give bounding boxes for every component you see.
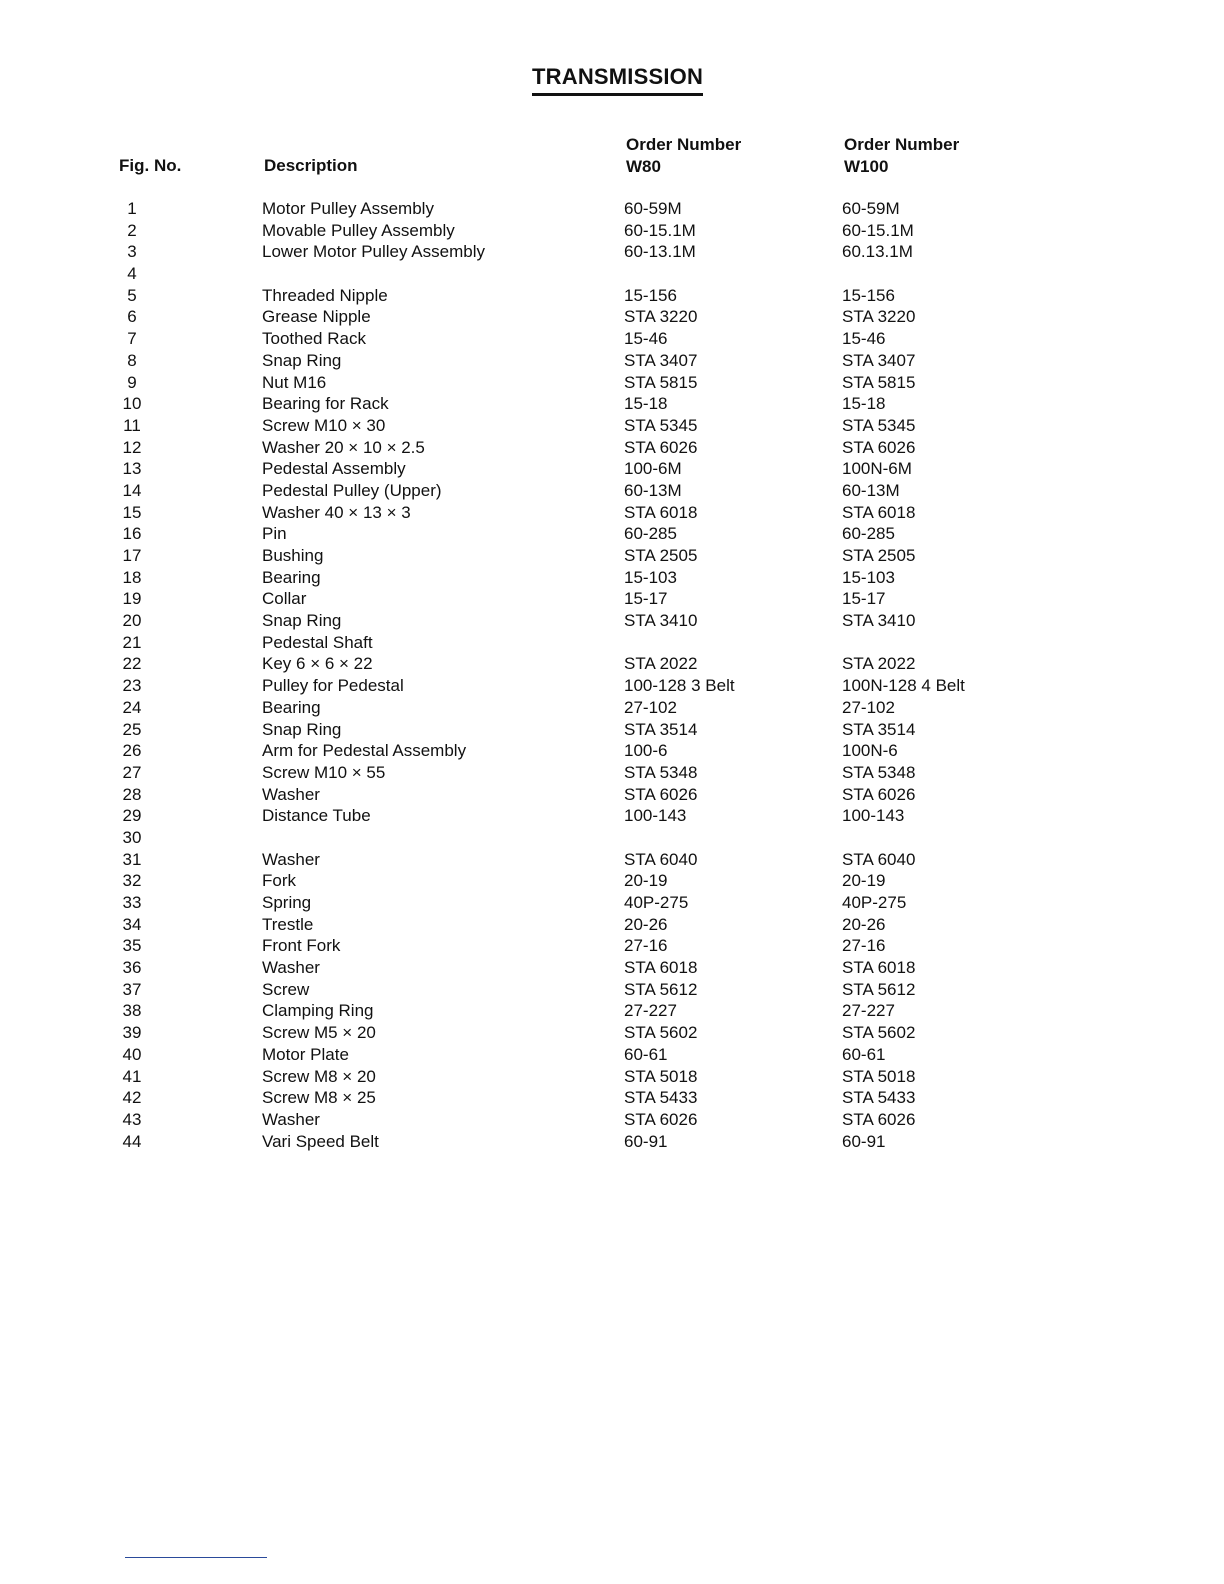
w80-order-cell: 60-59M: [624, 199, 682, 218]
description-cell: Washer: [262, 849, 320, 869]
description-cell: Washer: [262, 958, 320, 978]
w80-order-cell: STA 5018: [624, 1066, 698, 1086]
parts-table: [0, 198, 1224, 1152]
fig-no-cell: 43: [122, 1109, 142, 1129]
w100-order-cell: STA 3514: [842, 719, 916, 739]
description-cell: Nut M16: [262, 372, 327, 392]
w80-order-cell: 100-128 3 Belt: [624, 676, 735, 696]
table-row: [0, 1022, 1224, 1044]
table-row: [0, 870, 1224, 892]
fig-no-cell: 42: [122, 1088, 142, 1108]
w80-order-cell: 40P-275: [624, 893, 689, 912]
header-fig-no: Fig. No.: [119, 156, 182, 175]
w80-order-cell: 100-143: [624, 806, 687, 826]
w100-order-cell: 40P-275: [842, 893, 907, 912]
fig-no-cell: 16: [122, 524, 142, 544]
fig-no-cell: 30: [122, 827, 142, 847]
w80-order-cell: STA 6026: [624, 784, 698, 804]
w80-order-cell: STA 6026: [624, 437, 698, 457]
description-cell: Screw M8 × 25: [262, 1088, 376, 1108]
w100-order-cell: 100-143: [842, 806, 905, 826]
w100-order-cell: 15-156: [842, 285, 895, 305]
fig-no-cell: 33: [122, 893, 142, 912]
table-row: [0, 588, 1224, 610]
fig-no-cell: 39: [122, 1023, 142, 1043]
table-row: [0, 285, 1224, 307]
fig-no-cell: 38: [122, 1001, 142, 1021]
fig-no-cell: 31: [122, 849, 142, 869]
fig-no-cell: 14: [122, 480, 142, 500]
table-row: [0, 328, 1224, 350]
w100-order-cell: 15-103: [842, 567, 895, 587]
table-row: [0, 502, 1224, 524]
description-cell: Pin: [262, 524, 287, 544]
w100-order-cell: STA 2505: [842, 546, 916, 565]
description-cell: Spring: [262, 893, 312, 912]
header-w80: [626, 134, 741, 178]
table-row: [0, 610, 1224, 632]
description-cell: Pulley for Pedestal: [262, 676, 404, 696]
w100-order-cell: STA 3407: [842, 350, 916, 370]
table-row: [0, 220, 1224, 242]
table-row: [0, 1044, 1224, 1066]
w80-order-cell: 15-17: [624, 589, 668, 609]
fig-no-cell: 41: [122, 1066, 142, 1086]
w80-order-cell: 60-15.1M: [624, 220, 696, 240]
description-cell: Screw: [262, 979, 310, 999]
w100-order-cell: 60-91: [842, 1131, 886, 1151]
description-cell: Clamping Ring: [262, 1001, 374, 1021]
w80-order-cell: 27-102: [624, 697, 677, 717]
description-cell: Grease Nipple: [262, 307, 371, 327]
w80-order-cell: STA 3220: [624, 307, 698, 327]
w80-order-cell: 60-285: [624, 524, 677, 544]
w100-order-cell: 60-61: [842, 1044, 886, 1064]
header-w100: [844, 134, 959, 178]
fig-no-cell: 15: [122, 502, 142, 522]
w100-order-cell: 15-17: [842, 589, 886, 609]
w100-order-cell: 15-46: [842, 329, 886, 349]
table-row: [0, 1066, 1224, 1088]
description-cell: Washer: [262, 784, 320, 804]
w80-order-cell: STA 6040: [624, 849, 698, 869]
fig-no-cell: 8: [127, 350, 137, 370]
table-row: [0, 480, 1224, 502]
table-row: [0, 523, 1224, 545]
fig-no-cell: 20: [122, 611, 142, 631]
fig-no-cell: 11: [123, 415, 141, 435]
fig-no-cell: 1: [127, 199, 137, 218]
w100-order-cell: 20-19: [842, 871, 886, 891]
w100-order-cell: STA 5345: [842, 415, 916, 435]
w80-order-cell: STA 5602: [624, 1023, 698, 1043]
w100-order-cell: STA 6026: [842, 784, 916, 804]
description-cell: Screw M10 × 55: [262, 762, 386, 782]
w100-order-cell: 100N-128 4 Belt: [842, 676, 965, 696]
fig-no-cell: 28: [122, 784, 142, 804]
w80-order-cell: 100-6: [624, 741, 668, 761]
table-row: [0, 393, 1224, 415]
description-cell: Screw M5 × 20: [262, 1023, 376, 1043]
w100-order-cell: STA 5433: [842, 1088, 916, 1108]
w100-order-cell: 60-13M: [842, 480, 900, 500]
table-row: [0, 198, 1224, 220]
table-row: [0, 458, 1224, 480]
w80-order-cell: STA 3410: [624, 611, 698, 631]
header-w100-model: W100: [844, 157, 889, 176]
description-cell: Motor Pulley Assembly: [262, 199, 434, 218]
description-cell: Snap Ring: [262, 350, 342, 370]
w100-order-cell: STA 6018: [842, 502, 916, 522]
fig-no-cell: 34: [122, 914, 142, 934]
w80-order-cell: 60-13M: [624, 480, 682, 500]
fig-no-cell: 19: [122, 589, 142, 609]
table-row: [0, 697, 1224, 719]
header-w80-model: W80: [626, 157, 661, 176]
w100-order-cell: STA 6018: [842, 958, 916, 978]
w80-order-cell: STA 5345: [624, 415, 698, 435]
fig-no-cell: 17: [122, 546, 142, 565]
table-row: [0, 762, 1224, 784]
description-cell: Bearing for Rack: [262, 394, 389, 414]
fig-no-cell: 32: [122, 871, 142, 891]
description-cell: Washer 40 × 13 × 3: [262, 502, 411, 522]
fig-no-cell: 37: [122, 979, 142, 999]
description-cell: Screw M10 × 30: [262, 415, 386, 435]
fig-no-cell: 2: [127, 220, 137, 240]
description-cell: Threaded Nipple: [262, 285, 388, 305]
fig-no-cell: 7: [127, 329, 137, 349]
fig-no-cell: 21: [122, 632, 142, 652]
table-row: [0, 740, 1224, 762]
w80-order-cell: STA 2505: [624, 546, 698, 565]
description-cell: Screw M8 × 20: [262, 1066, 376, 1086]
w80-order-cell: 20-26: [624, 914, 668, 934]
w80-order-cell: 20-19: [624, 871, 668, 891]
fig-no-cell: 29: [122, 806, 142, 826]
w80-order-cell: 100-6M: [624, 459, 682, 479]
fig-no-cell: 26: [122, 741, 142, 761]
w100-order-cell: 27-102: [842, 697, 895, 717]
w80-order-cell: STA 5433: [624, 1088, 698, 1108]
w100-order-cell: 20-26: [842, 914, 886, 934]
fig-no-cell: 44: [122, 1131, 142, 1151]
table-row: [0, 914, 1224, 936]
fig-no-cell: 4: [127, 264, 137, 284]
table-row: [0, 935, 1224, 957]
w100-order-cell: STA 5018: [842, 1066, 916, 1086]
fig-no-cell: 6: [127, 307, 137, 327]
w80-order-cell: STA 5612: [624, 979, 698, 999]
w80-order-cell: STA 3407: [624, 350, 698, 370]
description-cell: Snap Ring: [262, 719, 342, 739]
description-cell: Snap Ring: [262, 611, 342, 631]
w100-order-cell: STA 6026: [842, 1109, 916, 1129]
w100-order-cell: 60-59M: [842, 199, 900, 218]
fig-no-cell: 9: [127, 372, 137, 392]
w80-order-cell: STA 5815: [624, 372, 698, 392]
table-row: [0, 784, 1224, 806]
description-cell: Washer: [262, 1109, 320, 1129]
description-cell: Arm for Pedestal Assembly: [262, 741, 467, 761]
w100-order-cell: 60-15.1M: [842, 220, 914, 240]
fig-no-cell: 27: [122, 762, 142, 782]
w100-order-cell: STA 6026: [842, 437, 916, 457]
w80-order-cell: STA 2022: [624, 654, 698, 674]
description-cell: Key 6 × 6 × 22: [262, 654, 373, 674]
description-cell: Motor Plate: [262, 1044, 349, 1064]
header-w100-label: Order Number: [844, 135, 960, 154]
fig-no-cell: 40: [122, 1044, 142, 1064]
page-title: TRANSMISSION: [532, 64, 703, 96]
w80-order-cell: 27-227: [624, 1001, 677, 1021]
table-row: [0, 957, 1224, 979]
w80-order-cell: 27-16: [624, 936, 668, 956]
description-cell: Distance Tube: [262, 806, 371, 826]
w80-order-cell: STA 5348: [624, 762, 698, 782]
fig-no-cell: 5: [127, 285, 137, 305]
description-cell: Bushing: [262, 546, 324, 565]
table-row: [0, 653, 1224, 675]
description-cell: Movable Pulley Assembly: [262, 220, 455, 240]
w80-order-cell: 15-103: [624, 567, 677, 587]
description-cell: Bearing: [262, 567, 321, 587]
w80-order-cell: STA 6026: [624, 1109, 698, 1129]
w100-order-cell: 27-16: [842, 936, 886, 956]
fig-no-cell: 36: [122, 958, 142, 978]
w100-order-cell: 15-18: [842, 394, 886, 414]
description-cell: Washer 20 × 10 × 2.5: [262, 437, 425, 457]
w100-order-cell: 100N-6M: [842, 459, 912, 479]
fig-no-cell: 22: [122, 654, 142, 674]
w80-order-cell: 60-13.1M: [624, 242, 696, 262]
w100-order-cell: 60-285: [842, 524, 895, 544]
table-row: [0, 805, 1224, 827]
description-cell: Bearing: [262, 697, 321, 717]
description-cell: Vari Speed Belt: [262, 1131, 379, 1151]
fig-no-cell: 12: [122, 437, 142, 457]
fig-no-cell: 25: [122, 719, 142, 739]
w100-order-cell: STA 3220: [842, 307, 916, 327]
description-cell: Fork: [262, 871, 296, 891]
description-cell: Collar: [262, 589, 307, 609]
w100-order-cell: STA 5602: [842, 1023, 916, 1043]
table-row: [0, 350, 1224, 372]
w80-order-cell: 60-91: [624, 1131, 668, 1151]
w100-order-cell: STA 5612: [842, 979, 916, 999]
table-row: [0, 263, 1224, 285]
table-row: [0, 675, 1224, 697]
w100-order-cell: STA 2022: [842, 654, 916, 674]
w80-order-cell: 15-46: [624, 329, 668, 349]
table-row: [0, 306, 1224, 328]
fig-no-cell: 24: [122, 697, 142, 717]
fig-no-cell: 10: [122, 394, 142, 414]
table-row: [0, 567, 1224, 589]
w100-order-cell: STA 5348: [842, 762, 916, 782]
table-row: [0, 849, 1224, 871]
w80-order-cell: STA 6018: [624, 958, 698, 978]
table-row: [0, 719, 1224, 741]
table-row: [0, 892, 1224, 914]
description-cell: Front Fork: [262, 936, 341, 956]
table-row: [0, 1131, 1224, 1153]
table-row: [0, 1000, 1224, 1022]
w100-order-cell: 100N-6: [842, 741, 898, 761]
table-row: [0, 632, 1224, 654]
fig-no-cell: 18: [122, 567, 142, 587]
w80-order-cell: 15-156: [624, 285, 677, 305]
footer-rule: [125, 1557, 267, 1558]
w100-order-cell: 60.13.1M: [842, 242, 913, 262]
description-cell: Lower Motor Pulley Assembly: [262, 242, 485, 262]
table-row: [0, 979, 1224, 1001]
w100-order-cell: STA 3410: [842, 611, 916, 631]
fig-no-cell: 35: [122, 936, 142, 956]
table-row: [0, 827, 1224, 849]
description-cell: Pedestal Shaft: [262, 632, 373, 652]
description-cell: Pedestal Assembly: [262, 459, 406, 479]
table-row: [0, 1087, 1224, 1109]
header-description: Description: [264, 156, 358, 175]
description-cell: Toothed Rack: [262, 329, 366, 349]
table-row: [0, 1109, 1224, 1131]
table-row: [0, 415, 1224, 437]
header-w80-label: Order Number: [626, 135, 742, 154]
w100-order-cell: STA 6040: [842, 849, 916, 869]
fig-no-cell: 3: [127, 242, 137, 262]
table-row: [0, 241, 1224, 263]
w80-order-cell: STA 6018: [624, 502, 698, 522]
w100-order-cell: STA 5815: [842, 372, 916, 392]
w80-order-cell: 15-18: [624, 394, 668, 414]
table-row: [0, 372, 1224, 394]
table-row: [0, 437, 1224, 459]
description-cell: Pedestal Pulley (Upper): [262, 480, 442, 500]
fig-no-cell: 13: [122, 459, 142, 479]
w80-order-cell: 60-61: [624, 1044, 668, 1064]
fig-no-cell: 23: [122, 676, 142, 696]
table-row: [0, 545, 1224, 567]
w100-order-cell: 27-227: [842, 1001, 895, 1021]
w80-order-cell: STA 3514: [624, 719, 698, 739]
description-cell: Trestle: [262, 914, 314, 934]
